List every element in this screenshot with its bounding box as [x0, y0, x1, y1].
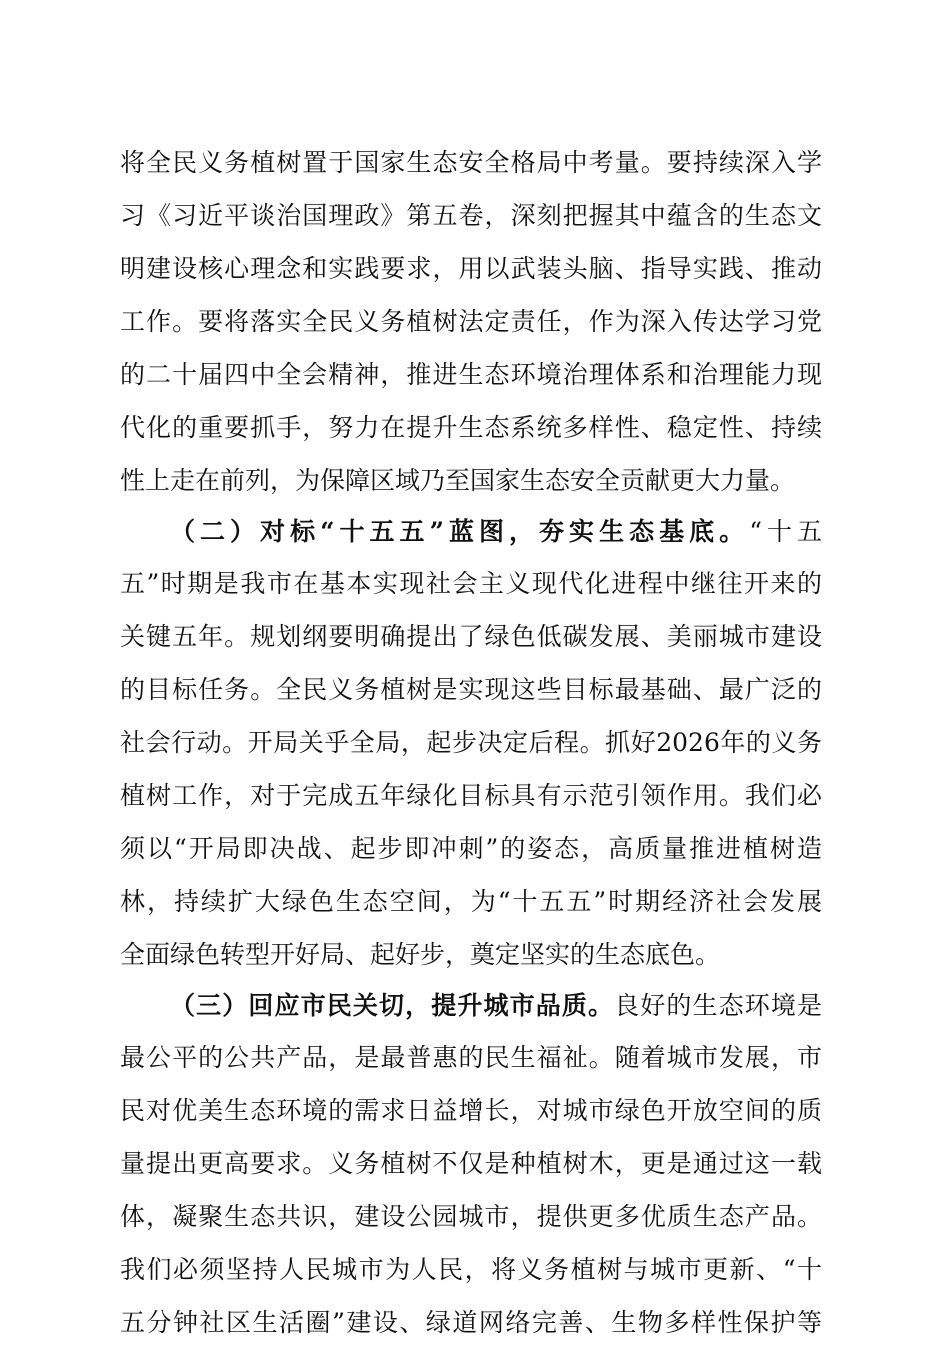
section-heading: （二）对标“十五五”蓝图，夯实生态基底。 — [170, 517, 750, 546]
body-text-line: 须以“开局即决战、起步即冲刺”的姿态，高质量推进植树造 — [120, 834, 822, 863]
body-text-line: 性上走在前列，为保障区域乃至国家生态安全贡献更大力量。 — [120, 466, 796, 495]
body-text-line: 量提出更高要求。义务植树不仅是种植树木，更是通过这一载 — [120, 1149, 822, 1178]
body-text-line: 民对优美生态环境的需求日益增长，对城市绿色开放空间的质 — [120, 1096, 822, 1125]
body-text-line: 五”时期是我市在基本实现社会主义现代化进程中继往开来的 — [120, 569, 822, 598]
body-text-line: 五分钟社区生活圈”建设、绿道网络完善、生物多样性保护等 — [120, 1308, 822, 1337]
section-heading-line — [170, 984, 822, 1028]
body-text-line: 工作。要将落实全民义务植树法定责任，作为深入传达学习党 — [120, 307, 822, 336]
body-text-line: 代化的重要抓手，努力在提升生态系统多样性、稳定性、持续 — [120, 413, 822, 442]
body-text-line: 全面绿色转型开好局、起好步，奠定坚实的生态底色。 — [120, 940, 721, 969]
body-text-line: 植树工作，对于完成五年绿化目标具有示范引领作用。我们必 — [120, 781, 822, 810]
body-text-line: 林，持续扩大绿色生态空间，为“十五五”时期经济社会发展 — [120, 887, 822, 916]
body-text-line: 社会行动。开局关乎全局，起步决定后程。抓好2026年的义务 — [120, 728, 822, 757]
body-text-line: 将全民义务植树置于国家生态安全格局中考量。要持续深入学 — [120, 148, 822, 177]
body-text-line: 的二十届四中全会精神，推进生态环境治理体系和治理能力现 — [120, 360, 822, 389]
body-text-line: 明建设核心理念和实践要求，用以武装头脑、指导实践、推动 — [120, 254, 822, 283]
section-heading-line — [170, 510, 822, 554]
body-text-line: 习《习近平谈治国理政》第五卷，深刻把握其中蕴含的生态文 — [120, 201, 822, 230]
body-text-fragment: 良好的生态环境是 — [614, 991, 822, 1020]
section-heading: （三）回应市民关切，提升城市品质。 — [170, 991, 615, 1020]
body-text-line: 最公平的公共产品，是最普惠的民生福祉。随着城市发展，市 — [120, 1043, 822, 1072]
body-text-line: 体，凝聚生态共识，建设公园城市，提供更多优质生态产品。 — [120, 1202, 822, 1231]
body-text-fragment: “十五 — [749, 517, 822, 546]
body-text-line: 的目标任务。全民义务植树是实现这些目标最基础、最广泛的 — [120, 675, 822, 704]
body-text-line: 关键五年。规划纲要明确提出了绿色低碳发展、美丽城市建设 — [120, 622, 822, 651]
body-text-line: 我们必须坚持人民城市为人民，将义务植树与城市更新、“十 — [120, 1255, 822, 1284]
